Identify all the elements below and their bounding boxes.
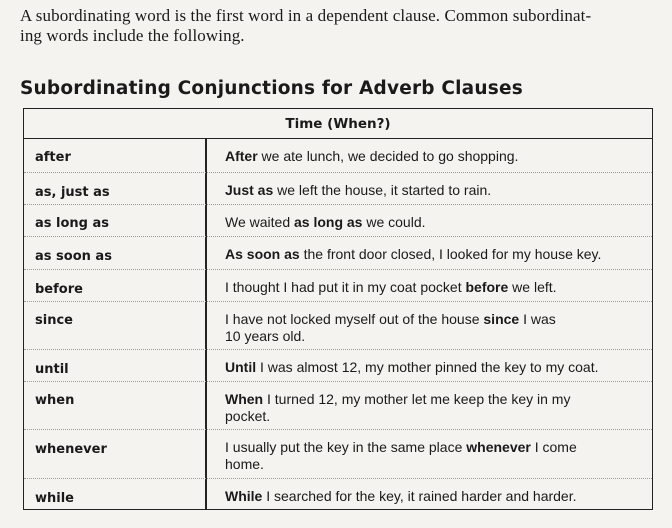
sentence-text: I was	[519, 311, 556, 327]
sentence-text: We waited	[225, 214, 294, 230]
sentence-text: I come	[530, 439, 577, 455]
row-separator	[24, 204, 652, 205]
example-sentence	[225, 246, 645, 263]
example-sentence	[225, 311, 645, 345]
row-separator	[24, 381, 652, 382]
row-separator	[24, 478, 652, 479]
conjunction-word: until	[35, 362, 69, 377]
intro-paragraph	[20, 6, 660, 46]
intro-line-1: A subordinating word is the first word in a dependent clause. Common subordinat-	[20, 6, 592, 25]
row-separator	[24, 236, 652, 237]
bold-keyword: Just as	[225, 182, 274, 198]
bold-keyword: When	[225, 391, 264, 407]
example-sentence	[225, 488, 645, 505]
sentence-text: we left.	[508, 279, 557, 295]
row-separator	[24, 172, 652, 173]
conjunction-word: as soon as	[35, 249, 112, 264]
sentence-text: we left the house, it started to rain.	[273, 182, 492, 198]
row-separator	[24, 269, 652, 270]
example-sentence	[225, 214, 645, 231]
bold-keyword: since	[483, 311, 520, 327]
example-sentence	[225, 391, 645, 425]
sentence-text: home.	[225, 456, 264, 472]
bold-keyword: While	[225, 488, 263, 504]
bold-keyword: After	[225, 148, 258, 164]
conjunctions-table	[23, 108, 653, 510]
bold-keyword: As soon as	[225, 246, 300, 262]
table-header: Time (When?)	[24, 109, 652, 139]
sentence-text: I usually put the key in the same place	[225, 439, 467, 455]
sentence-text: I thought I had put it in my coat pocket	[225, 279, 466, 295]
sentence-text: 10 years old.	[225, 328, 306, 344]
conjunction-word: when	[35, 393, 75, 408]
sentence-text: I was almost 12, my mother pinned the key to my coat.	[256, 359, 599, 375]
conjunction-word: whenever	[35, 442, 107, 457]
conjunction-word: after	[35, 150, 71, 165]
bold-keyword: Until	[225, 359, 257, 375]
bold-keyword: whenever	[466, 439, 531, 455]
sentence-text: I searched for the key, it rained harder and harder.	[262, 488, 577, 504]
example-sentence	[225, 359, 645, 376]
sentence-text: I turned 12, my mother let me keep the key in my	[263, 391, 571, 407]
row-separator	[24, 301, 652, 302]
sentence-text: the front door closed, I looked for my house key.	[299, 246, 602, 262]
conjunction-word: before	[35, 282, 83, 297]
row-separator	[24, 349, 652, 350]
conjunction-word: as long as	[35, 216, 110, 231]
example-sentence	[225, 148, 645, 165]
conjunction-word: as, just as	[35, 185, 110, 200]
conjunction-word: since	[35, 313, 73, 328]
example-sentence	[225, 439, 645, 473]
bold-keyword: as long as	[294, 214, 363, 230]
conjunction-word: while	[35, 491, 74, 506]
sentence-text: we could.	[362, 214, 426, 230]
sentence-text: we ate lunch, we decided to go shopping.	[257, 148, 519, 164]
row-separator	[24, 429, 652, 430]
column-divider	[205, 138, 207, 509]
sentence-text: pocket.	[225, 408, 271, 424]
intro-line-2: ing words include the following.	[20, 26, 245, 45]
section-heading: Subordinating Conjunctions for Adverb Clauses	[20, 78, 523, 99]
example-sentence	[225, 279, 645, 296]
bold-keyword: before	[465, 279, 509, 295]
example-sentence	[225, 182, 645, 199]
sentence-text: I have not locked myself out of the house	[225, 311, 484, 327]
